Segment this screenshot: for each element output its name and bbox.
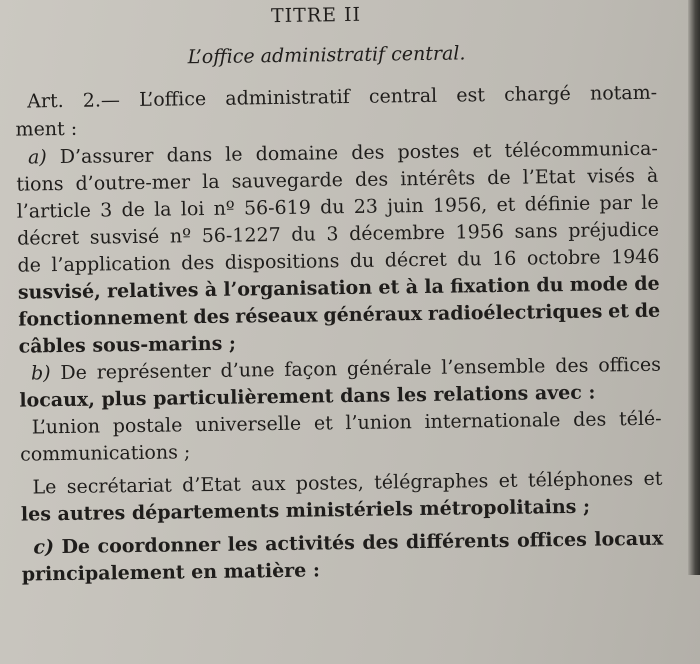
word: câbles sous-marins ; — [18, 332, 237, 358]
word: est — [456, 84, 486, 107]
word: 56-1227 — [201, 223, 281, 248]
word: a) — [27, 146, 47, 169]
text-line — [15, 118, 77, 141]
word: de — [634, 272, 660, 296]
word: réseaux — [235, 304, 318, 328]
text-line — [16, 165, 658, 196]
word: l’organisation — [223, 276, 373, 301]
word: de — [634, 299, 661, 323]
word: les autres départements ministériels métropolitains ; — [20, 495, 591, 526]
word: offices — [598, 353, 662, 377]
word: dans — [166, 143, 213, 167]
word: locaux, plus particulièrement dans les relations avec : — [19, 381, 596, 412]
word: des — [181, 251, 215, 275]
word: 2.— — [82, 89, 121, 112]
word: nº — [169, 225, 192, 248]
word: et — [498, 469, 518, 492]
word: administratif — [225, 85, 350, 110]
word: radioélectriques — [427, 300, 603, 325]
word: mode — [569, 273, 629, 296]
word: b) — [30, 362, 51, 385]
word: représenter — [96, 359, 211, 384]
word: dispositions — [224, 250, 340, 274]
word: susvisé — [89, 225, 160, 249]
word: De — [60, 361, 88, 385]
word: loi — [180, 198, 205, 221]
text-line — [32, 468, 662, 499]
word: Art. — [27, 89, 64, 113]
word: à — [405, 276, 419, 299]
word: des — [351, 141, 385, 164]
word: l’application — [51, 252, 171, 277]
text-line — [21, 496, 590, 526]
word: d’outre-mer — [75, 171, 191, 195]
word: du — [291, 223, 316, 246]
word: secrétariat — [66, 474, 173, 498]
word: façon — [284, 358, 338, 381]
word: fixation — [449, 274, 531, 298]
word: activités — [265, 531, 356, 556]
word: d’Etat — [182, 473, 242, 497]
word: décret — [16, 226, 80, 250]
word: susvisé, — [17, 280, 101, 304]
word: relatives — [106, 279, 199, 303]
word: octobre — [526, 246, 601, 270]
text-line — [27, 82, 657, 113]
word: du — [349, 249, 375, 272]
word: et — [643, 467, 663, 490]
word: préjudice — [568, 218, 660, 242]
word: D’assurer — [59, 144, 154, 169]
word: généraux — [323, 302, 423, 327]
word: L’office — [139, 87, 207, 111]
word: fonctionnement — [18, 306, 188, 331]
word: à — [646, 164, 659, 187]
word: postes — [397, 140, 460, 164]
word: L’union — [31, 415, 101, 439]
text-line — [20, 441, 191, 465]
word: central — [368, 84, 438, 108]
word: différents — [405, 529, 510, 554]
word: principalement en matière : — [21, 559, 321, 586]
text-line — [28, 138, 658, 169]
word: tions — [16, 172, 64, 196]
word: et — [378, 276, 400, 299]
word: du — [536, 274, 564, 297]
word: notam- — [589, 81, 658, 105]
word: et — [607, 300, 630, 323]
section-title: TITRE II — [270, 3, 362, 28]
word: et — [313, 412, 333, 435]
word: Le — [32, 476, 57, 499]
word: chargé — [503, 82, 572, 106]
text-line — [22, 559, 320, 585]
word: 1956 — [455, 220, 505, 244]
word: universelle — [194, 412, 302, 437]
text-line — [33, 528, 663, 559]
word: décembre — [348, 221, 446, 246]
word: le — [641, 191, 659, 214]
word: définie — [524, 192, 591, 216]
text-line — [18, 273, 660, 304]
word: postes, — [295, 471, 365, 495]
text-line — [31, 354, 661, 385]
word: l’article — [16, 199, 92, 223]
word: de — [121, 198, 146, 222]
word: ment : — [15, 117, 78, 141]
word: postale — [112, 414, 183, 438]
word: internationale — [424, 409, 561, 433]
word: 23 — [353, 195, 379, 218]
word: d’une — [220, 359, 275, 382]
text-line — [18, 333, 236, 358]
text-line — [18, 300, 660, 331]
word: la — [153, 198, 172, 221]
word: du — [319, 196, 345, 219]
text-line — [19, 382, 595, 412]
section-subtitle: L’office administratif central. — [187, 42, 466, 69]
word: des — [362, 531, 399, 554]
word: aux — [251, 472, 286, 496]
word: par — [599, 192, 633, 215]
word: générale — [346, 356, 432, 381]
word: télégraphes — [374, 470, 489, 494]
word: des — [193, 305, 230, 329]
word: offices — [516, 528, 587, 552]
text-line — [17, 246, 659, 277]
word: et — [472, 140, 492, 163]
text-line — [32, 408, 662, 439]
word: 16 — [492, 247, 517, 271]
word: communications ; — [19, 441, 191, 466]
word: du — [457, 248, 482, 271]
word: 1946 — [610, 245, 660, 269]
word: 1956, — [432, 194, 488, 217]
word: 3 — [100, 199, 113, 222]
word: 56-619 — [243, 196, 312, 220]
word: l’union — [345, 411, 412, 435]
word: sauvegarde — [231, 169, 344, 193]
word: intérêts — [400, 167, 476, 191]
word: juin — [387, 194, 424, 218]
word: télécommunica- — [504, 137, 658, 162]
text-line — [17, 192, 659, 223]
word: 3 — [326, 223, 339, 246]
word: visés — [587, 165, 636, 188]
word: domaine — [255, 142, 339, 166]
word: à — [204, 278, 218, 302]
word: c) — [33, 536, 55, 559]
word: coordonner — [97, 533, 221, 558]
word: la — [424, 275, 444, 298]
word: les — [227, 533, 258, 556]
word: des — [354, 168, 389, 191]
word: l’Etat — [522, 165, 576, 189]
word: nº — [213, 197, 235, 220]
word: et — [496, 193, 516, 216]
word: décret — [384, 248, 447, 272]
word: téléphones — [527, 468, 634, 492]
word: locaux — [594, 527, 664, 551]
word: sans — [514, 220, 558, 243]
word: le — [225, 143, 243, 166]
word: des — [555, 354, 589, 378]
word: de — [17, 254, 42, 277]
word: des — [572, 408, 607, 431]
text-line — [17, 219, 659, 250]
word: De — [61, 535, 91, 559]
word: de — [487, 166, 511, 190]
word: télé- — [618, 407, 662, 431]
word: la — [202, 170, 220, 194]
word: l’ensemble — [441, 355, 546, 379]
